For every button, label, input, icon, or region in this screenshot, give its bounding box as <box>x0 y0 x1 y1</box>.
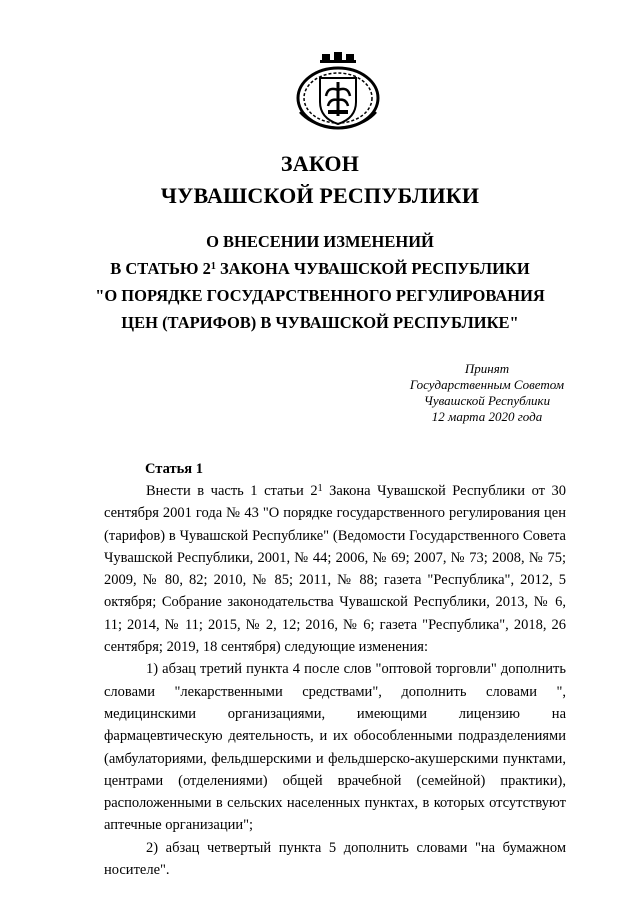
article-heading: Статья 1 <box>145 461 203 477</box>
article-item-2: 2) абзац четвертый пункта 5 дополнить словами "на бумажном носителе". <box>104 839 566 879</box>
law-issuer: ЧУВАШСКОЙ РЕСПУБЛИКИ <box>160 183 480 208</box>
adoption-note: Принят Государственным Советом Чувашской Республики 12 марта 2020 года <box>409 361 565 424</box>
subtitle-line-3: "О ПОРЯДКЕ ГОСУДАРСТВЕННОГО РЕГУЛИРОВАНИЯ <box>95 286 545 305</box>
coat-of-arms-icon <box>292 52 384 132</box>
subtitle-line-2: В СТАТЬЮ $2^1$ ЗАКОНА ЧУВАШСКОЙ РЕСПУБЛИКИ <box>110 259 530 278</box>
law-subtitle <box>0 228 640 336</box>
article-item-1: 1) абзац третий пункта 4 после слов "оптовой торговли" дополнить словами "лекарственными средствами", дополнить словами ", медицинскими организациями, имеющими лицензию на фармацевтическую деятельность, и их обособленными подразделениями (амбулаториями, фельдшерскими и фельдшерско-акушерскими пунктами, центрами (отделениями) общей врачебной (семейной) практики), расположенными в сельских населенных пунктах, в которых отсутствуют аптечные организации"; <box>104 661 566 834</box>
law-title: ЗАКОН <box>280 151 360 176</box>
article-body <box>104 480 566 881</box>
subtitle-line-4: ЦЕН (ТАРИФОВ) В ЧУВАШСКОЙ РЕСПУБЛИКЕ" <box>121 313 519 332</box>
subtitle-line-1: О ВНЕСЕНИИ ИЗМЕНЕНИЙ <box>206 232 434 251</box>
article-intro: Внести в часть 1 статьи $2^1$ Закона Чувашской Республики от 30 сентября 2001 года № 43 "О порядке государственного регулирования цен (тарифов) в Чувашской Республике" (Ведомости Государственного Совета Чувашской Республики, 2001, № 44; 2006, № 69; 2007, № 73; 2008, № 75; 2009, № 80, 82; 2010, № 85; 2011, № 88; газета "Республика", 2012, 5 октября; Собрание законодательства Чувашской Республики, 2013, № 6, 11; 2014, № 11; 2015, № 2, 12; 2016, № 6; газета "Республика", 2018, 26 сентября; 2019, 18 сентября) следующие изменения: <box>104 483 566 656</box>
